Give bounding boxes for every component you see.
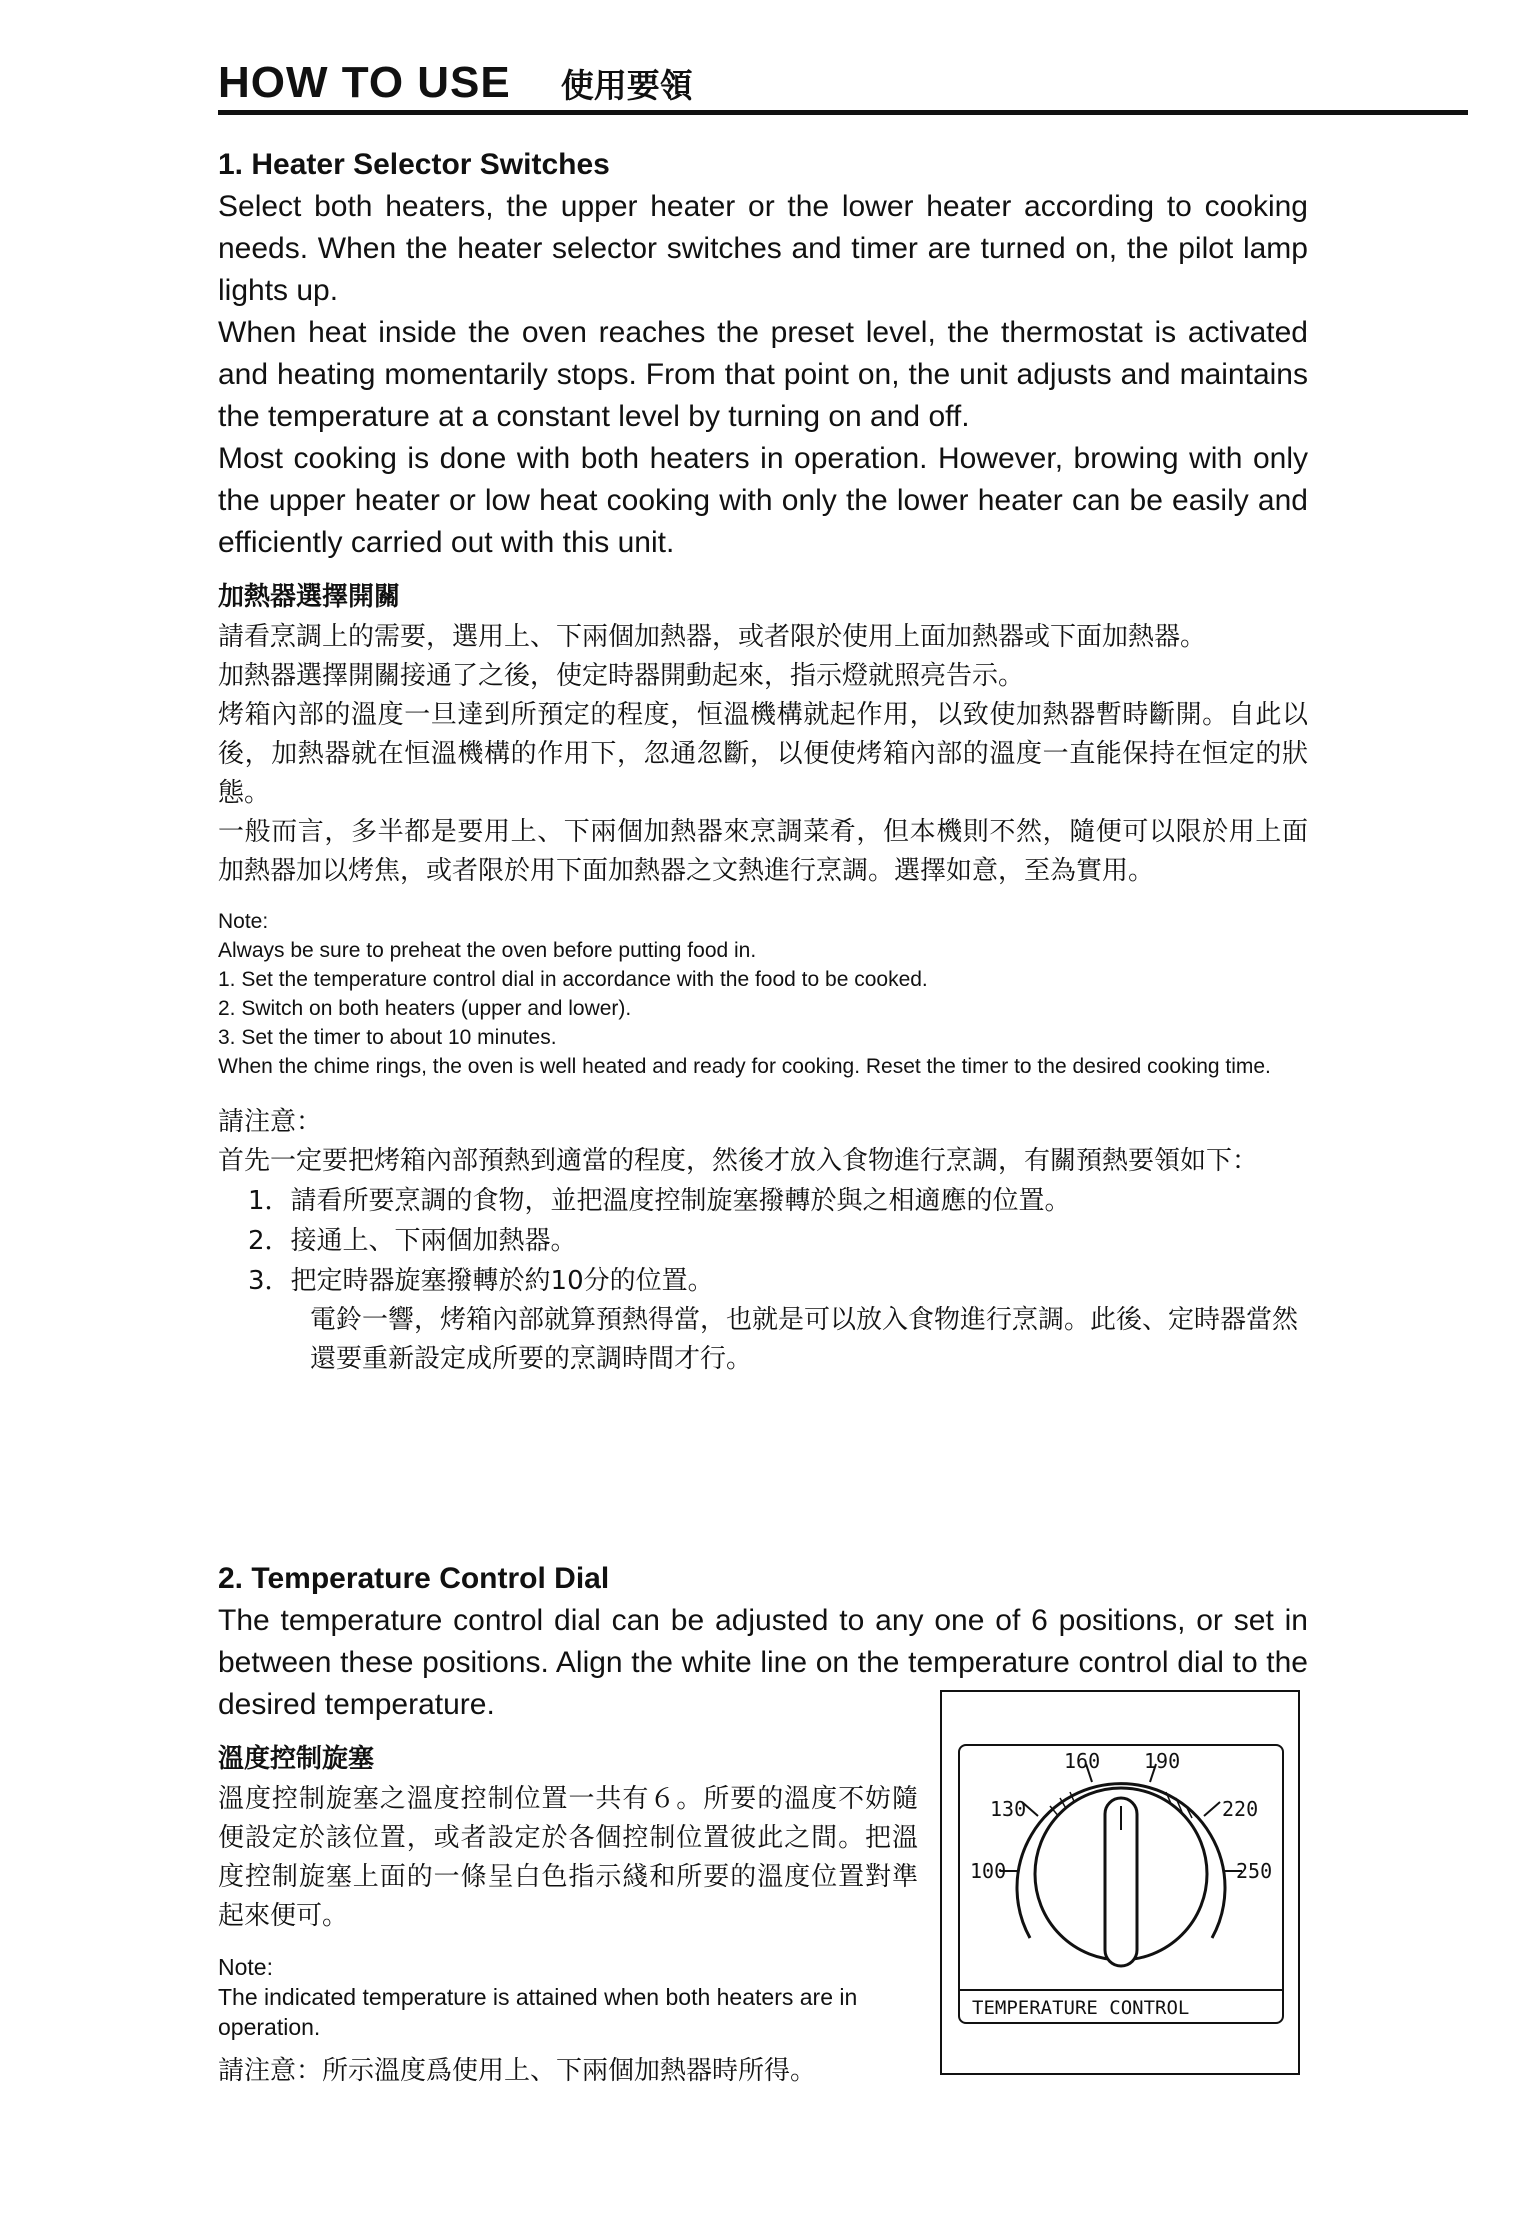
section1-cn-note-list — [218, 1181, 1308, 1379]
section1-para-cn-2: 加熱器選擇開關接通了之後，使定時器開動起來，指示燈就照亮告示。 — [218, 661, 1025, 691]
list-item: 3．把定時器旋塞撥轉於約10分的位置。 — [248, 1266, 714, 1296]
header-title-en: HOW TO USE — [218, 58, 511, 107]
section1-para-en-1: Select both heaters, the upper heater or the lower heater according to cooking needs. When the heater selector switches and timer are turned on, the pilot lamp lights up. — [218, 190, 1308, 307]
dial-tick-130: 130 — [990, 1797, 1027, 1821]
page-header — [218, 58, 1468, 108]
section1-note-line-5: When the chime rings, the oven is well heated and ready for cooking. Reset the timer to the desired cooking time. — [218, 1055, 1271, 1078]
dial-label: TEMPERATURE CONTROL — [972, 1997, 1190, 2019]
section1-note-line-4: 3. Set the timer to about 10 minutes. — [218, 1026, 557, 1049]
dial-panel — [958, 1744, 1284, 2024]
section1-para-en-2: When heat inside the oven reaches the preset level, the thermostat is activated and heating momentarily stops. From that point on, the unit adjusts and maintains the temperature at a constant level by turning on and off. — [218, 316, 1308, 433]
dial-tick-160: 160 — [1064, 1749, 1101, 1773]
temperature-dial-icon — [960, 1746, 1282, 2022]
section2-cn-title: 溫度控制旋塞 — [218, 1744, 375, 1774]
section2-note-text: The indicated temperature is attained when both heaters are in operation. — [218, 1984, 858, 2040]
section1-para-cn-3: 烤箱內部的溫度一旦達到所預定的程度，恒溫機構就起作用，以致使加熱器暫時斷開。自此以後，加熱器就在恒溫機構的作用下，忽通忽斷，以便使烤箱內部的溫度一直能保持在恒定的狀態。 — [218, 700, 1308, 808]
dial-illustration — [940, 1690, 1300, 2075]
header-title-cn: 使用要領 — [560, 66, 693, 105]
section-heater-selector — [218, 148, 1308, 1379]
header-rule — [218, 110, 1468, 115]
section1-para-en-3: Most cooking is done with both heaters in operation. However, browing with only the upper heater or low heat cooking with only the lower heater can be easily and efficiently carried out with this unit. — [218, 442, 1308, 559]
section1-title: 1. Heater Selector Switches — [218, 148, 610, 181]
section1-para-cn-4: 一般而言，多半都是要用上、下兩個加熱器來烹調菜肴，但本機則不然，隨便可以限於用上面加熱器加以烤焦，或者限於用下面加熱器之文熱進行烹調。選擇如意，至為實用。 — [218, 817, 1308, 886]
list-item: 1．請看所要烹調的食物，並把溫度控制旋塞撥轉於與之相適應的位置。 — [248, 1186, 1071, 1216]
section1-cn-note-intro: 首先一定要把烤箱內部預熱到適當的程度，然後才放入食物進行烹調，有關預熱要領如下： — [218, 1146, 1259, 1176]
section2-left-column — [218, 1740, 918, 2091]
section1-cn-title: 加熱器選擇開關 — [218, 582, 401, 612]
dial-tick-100: 100 — [970, 1859, 1007, 1883]
dial-tick-190: 190 — [1144, 1749, 1181, 1773]
dial-tick-250: 250 — [1236, 1859, 1273, 1883]
section1-cn-note-sub: 電鈴一響，烤箱內部就算預熱得當，也就是可以放入食物進行烹調。此後、定時器當然還要重新設定成所要的烹調時間才行。 — [310, 1305, 1299, 1374]
list-item: 2．接通上、下兩個加熱器。 — [248, 1226, 577, 1256]
section2-cn-note: 請注意：所示溫度爲使用上、下兩個加熱器時所得。 — [218, 2056, 817, 2086]
section1-note-line-3: 2. Switch on both heaters (upper and lower). — [218, 997, 632, 1020]
section1-note-label: Note: — [218, 910, 269, 933]
section2-title: 2. Temperature Control Dial — [218, 1562, 610, 1595]
section2-text-en: The temperature control dial can be adjusted to any one of 6 positions, or set in between these positions. Align the white line on the temperature control dial to the desired temperature. — [218, 1604, 1308, 1721]
section1-note-line-1: Always be sure to preheat the oven before putting food in. — [218, 939, 757, 962]
section2-note-label: Note: — [218, 1954, 273, 1980]
section2-text-cn: 溫度控制旋塞之溫度控制位置一共有６。所要的溫度不妨隨便設定於該位置，或者設定於各個控制位置彼此之間。把溫度控制旋塞上面的一條呈白色指示綫和所要的溫度位置對準起來便可。 — [218, 1784, 918, 1931]
dial-tick-220: 220 — [1222, 1797, 1259, 1821]
section1-note-line-2: 1. Set the temperature control dial in accordance with the food to be cooked. — [218, 968, 928, 991]
section1-cn-note-label: 請注意： — [218, 1107, 323, 1137]
section1-para-cn-1: 請看烹調上的需要，選用上、下兩個加熱器，或者限於使用上面加熱器或下面加熱器。 — [218, 622, 1207, 652]
